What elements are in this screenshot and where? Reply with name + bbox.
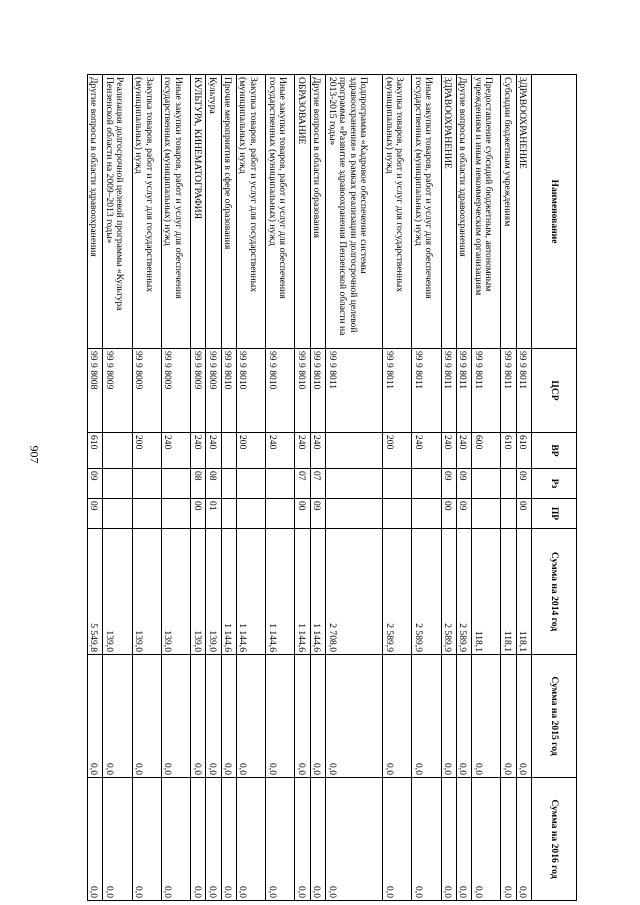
cell-sum-2014: 118,1 [472, 529, 501, 655]
table-row [266, 75, 295, 901]
cell-sum-2014: 139,0 [161, 529, 190, 655]
table-row [88, 75, 103, 901]
cell-sum-2014: 5 549,8 [88, 529, 103, 655]
cell-sum-2014: 118,1 [516, 529, 531, 655]
cell-sum-2015: 0,0 [412, 655, 441, 778]
cell-pr: 09 [456, 499, 471, 529]
cell-csr: 99 9 8011 [501, 349, 516, 433]
cell-rz: 09 [88, 469, 103, 499]
cell-name: Предоставление субсидий бюджетным, автономным учреждениям и иным некоммерческим организациям [472, 75, 501, 349]
cell-sum-2015: 0,0 [441, 655, 456, 778]
cell-rz [266, 469, 295, 499]
cell-vr: 240 [206, 433, 221, 469]
cell-name: ЗДРАВООХРАНЕНИЕ [516, 75, 531, 349]
cell-sum-2015: 0,0 [191, 655, 206, 778]
col-header-rz: Рз [532, 469, 577, 499]
cell-csr: 99 9 8010 [310, 349, 325, 433]
cell-vr [326, 433, 383, 469]
cell-csr: 99 9 8009 [206, 349, 221, 433]
table-row [456, 75, 471, 901]
cell-rz [326, 469, 383, 499]
cell-sum-2015: 0,0 [383, 655, 412, 778]
table-row [191, 75, 206, 901]
table-row [326, 75, 383, 901]
cell-sum-2016: 0,0 [383, 778, 412, 901]
cell-rz [103, 469, 132, 499]
cell-sum-2014: 2 589,9 [456, 529, 471, 655]
cell-name: ОБРАЗОВАНИЕ [295, 75, 310, 349]
cell-csr: 99 9 8009 [103, 349, 132, 433]
cell-csr: 99 9 8008 [88, 349, 103, 433]
cell-pr [103, 499, 132, 529]
budget-table [87, 74, 577, 901]
cell-sum-2015: 0,0 [161, 655, 190, 778]
table-row [295, 75, 310, 901]
cell-sum-2015: 0,0 [206, 655, 221, 778]
cell-pr: 09 [88, 499, 103, 529]
cell-csr: 99 9 8010 [236, 349, 265, 433]
cell-sum-2016: 0,0 [456, 778, 471, 901]
cell-name: Подпрограмма «Кадровое обеспечение системы здравоохранения» в рамках реализации долгосрочной целевой программы «Развитие здравоохранения Пензенской области на 2013-2015 годы» [326, 75, 383, 349]
table-row [472, 75, 501, 901]
cell-sum-2014: 2 589,9 [383, 529, 412, 655]
table-row [221, 75, 236, 901]
cell-name: Реализация долгосрочной целевой программы «Культура Пензенской области на 2009–2013 годы» [103, 75, 132, 349]
cell-sum-2016: 0,0 [441, 778, 456, 901]
cell-name: Другие вопросы в области образования [310, 75, 325, 349]
cell-sum-2015: 0,0 [516, 655, 531, 778]
table-row [383, 75, 412, 901]
cell-csr: 99 9 8011 [472, 349, 501, 433]
cell-sum-2016: 0,0 [412, 778, 441, 901]
table-row [441, 75, 456, 901]
cell-vr: 610 [88, 433, 103, 469]
cell-pr [501, 499, 516, 529]
cell-sum-2015: 0,0 [295, 655, 310, 778]
cell-csr: 99 9 8011 [516, 349, 531, 433]
cell-name: Прочие мероприятия в сфере образования [221, 75, 236, 349]
cell-pr: 01 [206, 499, 221, 529]
cell-rz: 08 [206, 469, 221, 499]
cell-csr: 99 9 8011 [383, 349, 412, 433]
cell-sum-2016: 0,0 [266, 778, 295, 901]
cell-sum-2016: 0,0 [501, 778, 516, 901]
table-row [161, 75, 190, 901]
cell-rz: 09 [441, 469, 456, 499]
cell-vr: 240 [412, 433, 441, 469]
table-row [516, 75, 531, 901]
cell-sum-2015: 0,0 [456, 655, 471, 778]
cell-vr: 600 [472, 433, 501, 469]
cell-sum-2015: 0,0 [266, 655, 295, 778]
cell-csr: 99 9 8011 [441, 349, 456, 433]
cell-name: КУЛЬТУРА, КИНЕМАТОГРАФИЯ [191, 75, 206, 349]
table-row [103, 75, 132, 901]
col-header-sum-2014: Сумма на 2014 год [532, 529, 577, 655]
cell-sum-2014: 139,0 [191, 529, 206, 655]
cell-name: Субсидии бюджетным учреждениям [501, 75, 516, 349]
cell-rz: 09 [516, 469, 531, 499]
cell-rz [236, 469, 265, 499]
table-row [206, 75, 221, 901]
header-row [532, 75, 577, 901]
cell-vr: 240 [191, 433, 206, 469]
cell-csr: 99 9 8010 [266, 349, 295, 433]
cell-pr: 00 [441, 499, 456, 529]
cell-vr [221, 433, 236, 469]
cell-csr: 99 9 8011 [326, 349, 383, 433]
cell-sum-2016: 0,0 [295, 778, 310, 901]
cell-name: Закупка товаров, работ и услуг для государственных (муниципальных) нужд [236, 75, 265, 349]
cell-pr [383, 499, 412, 529]
cell-vr: 200 [132, 433, 161, 469]
cell-sum-2014: 2 589,9 [412, 529, 441, 655]
cell-csr: 99 9 8009 [132, 349, 161, 433]
cell-rz [501, 469, 516, 499]
cell-sum-2016: 0,0 [516, 778, 531, 901]
cell-pr [221, 499, 236, 529]
cell-pr: 00 [191, 499, 206, 529]
col-header-sum-2015: Сумма на 2015 год [532, 655, 577, 778]
cell-name: Иные закупки товаров, работ и услуг для обеспечения государственных (муниципальных) нужд [161, 75, 190, 349]
cell-vr: 240 [161, 433, 190, 469]
cell-vr [103, 433, 132, 469]
cell-sum-2016: 0,0 [221, 778, 236, 901]
cell-rz [412, 469, 441, 499]
cell-rz [383, 469, 412, 499]
cell-sum-2014: 2 589,9 [441, 529, 456, 655]
cell-sum-2016: 0,0 [191, 778, 206, 901]
cell-sum-2016: 0,0 [88, 778, 103, 901]
cell-sum-2015: 0,0 [88, 655, 103, 778]
cell-name: Иные закупки товаров, работ и услуг для обеспечения государственных (муниципальных) нужд [412, 75, 441, 349]
cell-vr: 240 [295, 433, 310, 469]
table-row [310, 75, 325, 901]
cell-sum-2016: 0,0 [310, 778, 325, 901]
cell-vr: 240 [310, 433, 325, 469]
cell-csr: 99 9 8010 [221, 349, 236, 433]
cell-sum-2014: 2 708,0 [326, 529, 383, 655]
cell-sum-2014: 139,0 [206, 529, 221, 655]
cell-rz: 07 [295, 469, 310, 499]
cell-pr [326, 499, 383, 529]
col-header-csr: ЦСР [532, 349, 577, 433]
cell-rz [221, 469, 236, 499]
cell-sum-2014: 139,0 [103, 529, 132, 655]
cell-rz [472, 469, 501, 499]
cell-pr [472, 499, 501, 529]
cell-sum-2015: 0,0 [103, 655, 132, 778]
table-row [132, 75, 161, 901]
cell-sum-2016: 0,0 [206, 778, 221, 901]
cell-pr [132, 499, 161, 529]
cell-vr: 200 [236, 433, 265, 469]
cell-sum-2015: 0,0 [236, 655, 265, 778]
cell-name: Другие вопросы в области здравоохранения [88, 75, 103, 349]
cell-sum-2015: 0,0 [326, 655, 383, 778]
cell-pr [412, 499, 441, 529]
cell-csr: 99 9 8010 [295, 349, 310, 433]
cell-pr: 09 [310, 499, 325, 529]
cell-sum-2015: 0,0 [221, 655, 236, 778]
cell-name: ЗДРАВООХРАНЕНИЕ [441, 75, 456, 349]
table-row [236, 75, 265, 901]
table-row [412, 75, 441, 901]
cell-rz [161, 469, 190, 499]
cell-sum-2016: 0,0 [236, 778, 265, 901]
col-header-name: Наименование [532, 75, 577, 349]
cell-sum-2014: 1 144,6 [295, 529, 310, 655]
cell-rz: 09 [456, 469, 471, 499]
cell-rz [132, 469, 161, 499]
cell-sum-2014: 1 144,6 [221, 529, 236, 655]
col-header-pr: ПР [532, 499, 577, 529]
cell-sum-2015: 0,0 [501, 655, 516, 778]
cell-vr: 240 [266, 433, 295, 469]
cell-pr: 00 [516, 499, 531, 529]
cell-name: Культура [206, 75, 221, 349]
cell-vr: 240 [441, 433, 456, 469]
cell-vr: 200 [383, 433, 412, 469]
col-header-vr: ВР [532, 433, 577, 469]
cell-sum-2014: 139,0 [132, 529, 161, 655]
cell-pr [161, 499, 190, 529]
cell-rz: 07 [310, 469, 325, 499]
cell-csr: 99 9 8011 [456, 349, 471, 433]
cell-sum-2016: 0,0 [161, 778, 190, 901]
cell-csr: 99 9 8009 [191, 349, 206, 433]
cell-name: Закупка товаров, работ и услуг для государственных (муниципальных) нужд [383, 75, 412, 349]
table-row [501, 75, 516, 901]
rotated-table-wrapper [87, 74, 577, 900]
cell-csr: 99 9 8011 [412, 349, 441, 433]
cell-sum-2016: 0,0 [132, 778, 161, 901]
cell-sum-2015: 0,0 [310, 655, 325, 778]
cell-sum-2015: 0,0 [132, 655, 161, 778]
col-header-sum-2016: Сумма на 2016 год [532, 778, 577, 901]
cell-pr: 00 [295, 499, 310, 529]
cell-sum-2014: 1 144,6 [310, 529, 325, 655]
cell-sum-2014: 1 144,6 [236, 529, 265, 655]
cell-sum-2014: 118,1 [501, 529, 516, 655]
cell-sum-2014: 1 144,6 [266, 529, 295, 655]
cell-vr: 610 [516, 433, 531, 469]
cell-sum-2015: 0,0 [472, 655, 501, 778]
cell-vr: 610 [501, 433, 516, 469]
cell-sum-2016: 0,0 [326, 778, 383, 901]
cell-name: Другие вопросы в области здравоохранения [456, 75, 471, 349]
cell-pr [236, 499, 265, 529]
cell-sum-2016: 0,0 [472, 778, 501, 901]
cell-name: Иные закупки товаров, работ и услуг для обеспечения государственных (муниципальных) нужд [266, 75, 295, 349]
cell-name: Закупка товаров, работ и услуг для государственных (муниципальных) нужд [132, 75, 161, 349]
table-body [88, 75, 532, 901]
cell-sum-2016: 0,0 [103, 778, 132, 901]
page-number: 907 [27, 445, 42, 464]
cell-csr: 99 9 8009 [161, 349, 190, 433]
cell-rz: 08 [191, 469, 206, 499]
cell-vr: 240 [456, 433, 471, 469]
cell-pr [266, 499, 295, 529]
